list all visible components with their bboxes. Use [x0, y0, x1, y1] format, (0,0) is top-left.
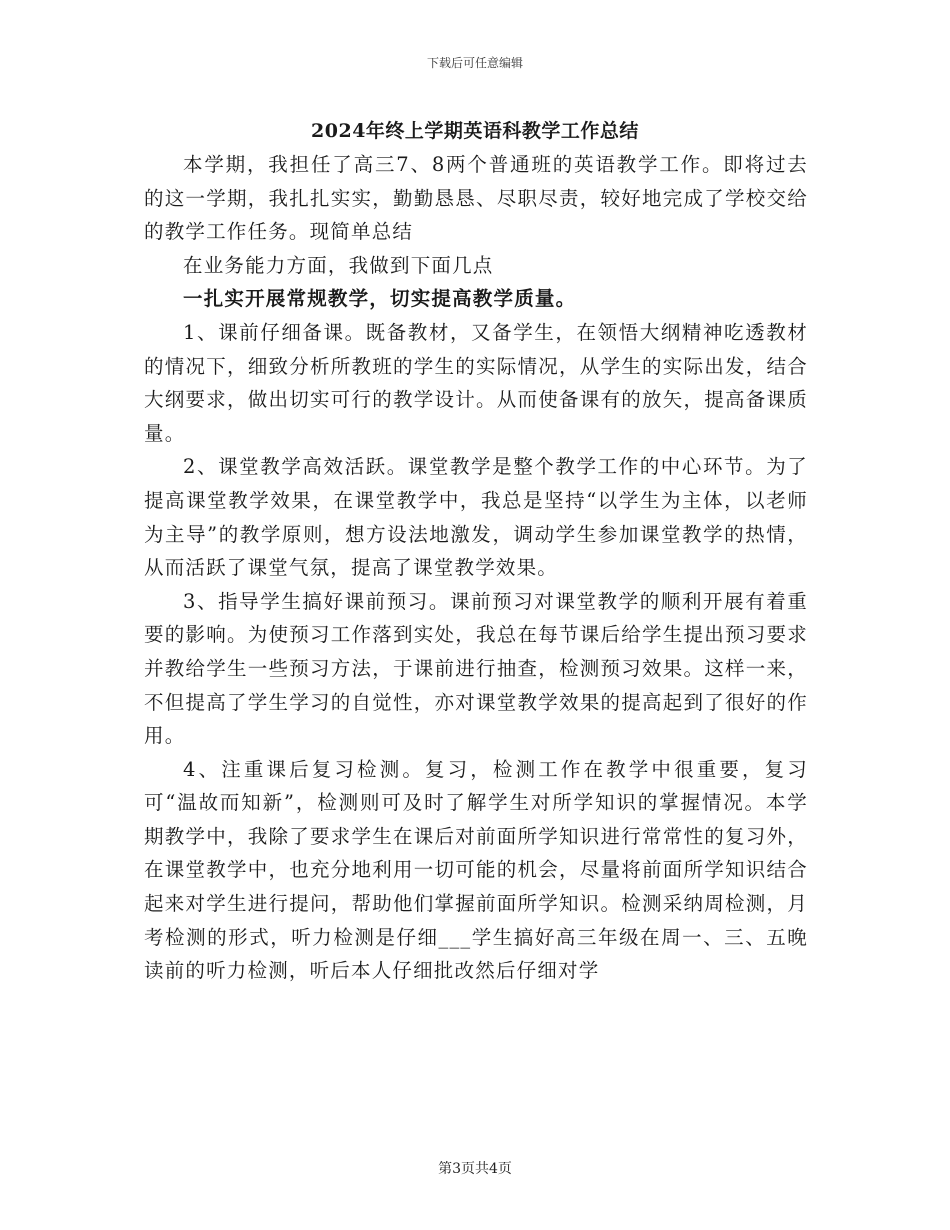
paragraph-item-4: 4、注重课后复习检测。复习，检测工作在教学中很重要，复习可“温故而知新”，检测则可及时了解学生对所学知识的掌握情况。本学期教学中，我除了要求学生在课后对前面所学知识进行常常性的复习外，在课堂教学中，也充分地利用一切可能的机会，尽量将前面所学知识结合起来对学生进行提问，帮助他们掌握前面所学知识。检测采纳周检测，月考检测的形式，听力检测是仔细___学生搞好高三年级在周一、三、五晚读前的听力检测，听后本人仔细批改然后仔细对学	[144, 757, 808, 983]
header-note: 下载后可任意编辑	[426, 56, 523, 70]
section-heading: 一扎实开展常规教学，切实提高教学质量。	[183, 287, 577, 311]
paragraph-item-2: 2、课堂教学高效活跃。课堂教学是整个教学工作的中心环节。为了提高课堂教学效果，在课堂教学中，我总是坚持“以学生为主体，以老师为主导”的教学原则，想方设法地激发，调动学生参加课堂教学的热情，从而活跃了课堂气氛，提高了课堂教学效果。	[144, 455, 808, 580]
page-number: 第3页共4页	[438, 1161, 512, 1177]
document-title: 2024年终上学期英语科教学工作总结	[311, 120, 639, 142]
paragraph-ability-lead: 在业务能力方面，我做到下面几点	[183, 253, 494, 277]
document-body	[144, 148, 808, 988]
paragraph-intro: 本学期，我担任了高三7、8两个普通班的英语教学工作。即将过去的这一学期，我扎扎实实，勤勤恳恳、尽职尽责，较好地完成了学校交给的教学工作任务。现简单总结	[144, 153, 808, 244]
paragraph-item-1: 1、课前仔细备课。既备教材，又备学生，在领悟大纲精神吃透教材的情况下，细致分析所教班的学生的实际情况，从学生的实际出发，结合大纲要求，做出切实可行的教学设计。从而使备课有的放矢，提高备课质量。	[144, 320, 808, 445]
paragraph-item-3: 3、指导学生搞好课前预习。课前预习对课堂教学的顺利开展有着重要的影响。为使预习工作落到实处，我总在每节课后给学生提出预习要求并教给学生一些预习方法，于课前进行抽查，检测预习效果。这样一来，不但提高了学生学习的自觉性，亦对课堂教学效果的提高起到了很好的作用。	[144, 589, 808, 748]
